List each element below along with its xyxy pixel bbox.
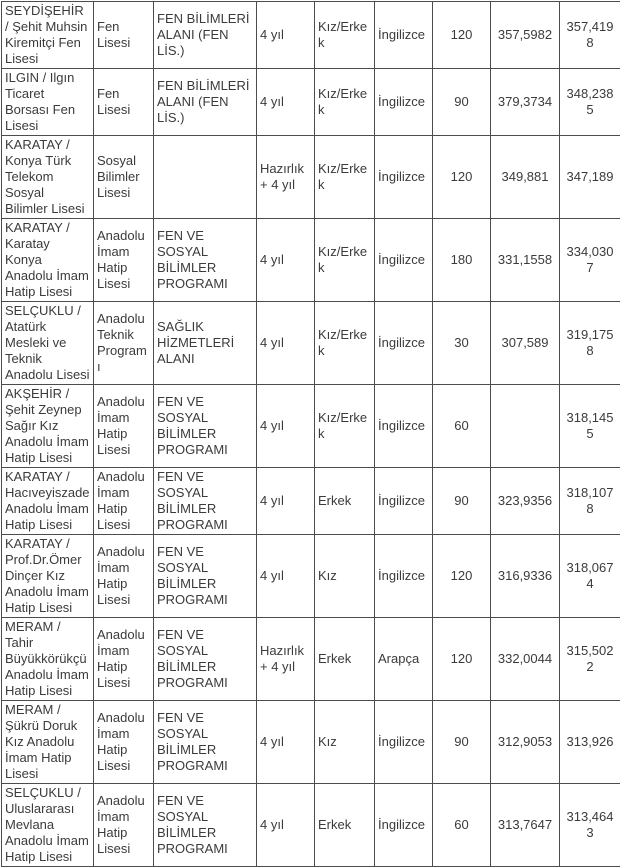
cell-gender: Kız/Erkek	[315, 136, 375, 219]
table-row	[2, 701, 620, 784]
cell-gender: Kız	[315, 701, 375, 784]
cell-duration: 4 yıl	[257, 69, 315, 136]
cell-quota: 120	[433, 535, 491, 618]
table-row	[2, 784, 620, 867]
cell-program: FEN VE SOSYAL BİLİMLER PROGRAMI	[154, 618, 257, 701]
cell-duration: 4 yıl	[257, 701, 315, 784]
cell-score-2: 318,1455	[560, 385, 620, 468]
cell-school: KARATAY / Karatay Konya Anadolu İmam Hatip Lisesi	[2, 219, 94, 302]
cell-type: Sosyal Bilimler Lisesi	[94, 136, 154, 219]
cell-language: İngilizce	[375, 136, 433, 219]
cell-score-2: 318,1078	[560, 468, 620, 535]
cell-score-2: 357,4198	[560, 2, 620, 69]
cell-school: SELÇUKLU / Atatürk Mesleki ve Teknik Anadolu Lisesi	[2, 302, 94, 385]
cell-program: FEN BİLİMLERİ ALANI (FEN LİS.)	[154, 69, 257, 136]
cell-quota: 120	[433, 618, 491, 701]
table-row	[2, 302, 620, 385]
cell-score-1: 331,1558	[491, 219, 560, 302]
table-row	[2, 385, 620, 468]
cell-program: FEN VE SOSYAL BİLİMLER PROGRAMI	[154, 535, 257, 618]
cell-score-1: 312,9053	[491, 701, 560, 784]
school-placement-results-table	[1, 1, 620, 867]
cell-quota: 120	[433, 136, 491, 219]
cell-score-1: 332,0044	[491, 618, 560, 701]
cell-program	[154, 136, 257, 219]
table-row	[2, 219, 620, 302]
cell-gender: Erkek	[315, 618, 375, 701]
cell-type: Anadolu İmam Hatip Lisesi	[94, 784, 154, 867]
cell-score-2: 315,5022	[560, 618, 620, 701]
cell-type: Anadolu İmam Hatip Lisesi	[94, 468, 154, 535]
cell-language: İngilizce	[375, 302, 433, 385]
cell-type: Anadolu Teknik Programı	[94, 302, 154, 385]
cell-score-1: 323,9356	[491, 468, 560, 535]
cell-duration: Hazırlık + 4 yıl	[257, 136, 315, 219]
cell-language: Arapça	[375, 618, 433, 701]
cell-score-2: 319,1758	[560, 302, 620, 385]
table-row	[2, 468, 620, 535]
cell-quota: 90	[433, 69, 491, 136]
cell-program: FEN VE SOSYAL BİLİMLER PROGRAMI	[154, 385, 257, 468]
cell-program: FEN BİLİMLERİ ALANI (FEN LİS.)	[154, 2, 257, 69]
cell-language: İngilizce	[375, 784, 433, 867]
cell-gender: Kız/Erkek	[315, 219, 375, 302]
cell-gender: Kız/Erkek	[315, 302, 375, 385]
cell-score-2: 313,4643	[560, 784, 620, 867]
cell-type: Anadolu İmam Hatip Lisesi	[94, 219, 154, 302]
table-row	[2, 69, 620, 136]
cell-program: FEN VE SOSYAL BİLİMLER PROGRAMI	[154, 219, 257, 302]
cell-school: AKŞEHİR / Şehit Zeynep Sağır Kız Anadolu İmam Hatip Lisesi	[2, 385, 94, 468]
cell-language: İngilizce	[375, 69, 433, 136]
cell-type: Fen Lisesi	[94, 2, 154, 69]
cell-program: FEN VE SOSYAL BİLİMLER PROGRAMI	[154, 701, 257, 784]
cell-gender: Kız/Erkek	[315, 2, 375, 69]
cell-school: SEYDİŞEHİR / Şehit Muhsin Kiremitçi Fen Lisesi	[2, 2, 94, 69]
cell-score-1: 349,881	[491, 136, 560, 219]
cell-gender: Kız/Erkek	[315, 385, 375, 468]
cell-type: Anadolu İmam Hatip Lisesi	[94, 701, 154, 784]
cell-quota: 90	[433, 468, 491, 535]
cell-language: İngilizce	[375, 385, 433, 468]
cell-duration: 4 yıl	[257, 2, 315, 69]
cell-score-1: 357,5982	[491, 2, 560, 69]
cell-language: İngilizce	[375, 468, 433, 535]
table-row	[2, 136, 620, 219]
cell-duration: 4 yıl	[257, 385, 315, 468]
cell-quota: 30	[433, 302, 491, 385]
cell-language: İngilizce	[375, 219, 433, 302]
cell-school: ILGIN / Ilgın Ticaret Borsası Fen Lisesi	[2, 69, 94, 136]
cell-school: KARATAY / Konya Türk Telekom Sosyal Bilimler Lisesi	[2, 136, 94, 219]
cell-duration: 4 yıl	[257, 302, 315, 385]
cell-program: FEN VE SOSYAL BİLİMLER PROGRAMI	[154, 468, 257, 535]
cell-language: İngilizce	[375, 535, 433, 618]
cell-gender: Erkek	[315, 468, 375, 535]
cell-score-2: 348,2385	[560, 69, 620, 136]
table-row	[2, 2, 620, 69]
cell-language: İngilizce	[375, 2, 433, 69]
cell-school: SELÇUKLU / Uluslararası Mevlana Anadolu İmam Hatip Lisesi	[2, 784, 94, 867]
table-body	[2, 2, 620, 867]
cell-program: FEN VE SOSYAL BİLİMLER PROGRAMI	[154, 784, 257, 867]
cell-score-1	[491, 385, 560, 468]
cell-duration: 4 yıl	[257, 535, 315, 618]
cell-type: Anadolu İmam Hatip Lisesi	[94, 618, 154, 701]
cell-score-2: 313,926	[560, 701, 620, 784]
cell-quota: 180	[433, 219, 491, 302]
cell-duration: Hazırlık + 4 yıl	[257, 618, 315, 701]
cell-quota: 60	[433, 784, 491, 867]
cell-type: Fen Lisesi	[94, 69, 154, 136]
cell-quota: 90	[433, 701, 491, 784]
cell-school: KARATAY / Hacıveyiszade Anadolu İmam Hatip Lisesi	[2, 468, 94, 535]
cell-program: SAĞLIK HİZMETLERİ ALANI	[154, 302, 257, 385]
cell-duration: 4 yıl	[257, 219, 315, 302]
cell-score-2: 318,0674	[560, 535, 620, 618]
cell-gender: Kız/Erkek	[315, 69, 375, 136]
cell-school: MERAM / Şükrü Doruk Kız Anadolu İmam Hatip Lisesi	[2, 701, 94, 784]
table-row	[2, 535, 620, 618]
cell-quota: 120	[433, 2, 491, 69]
cell-quota: 60	[433, 385, 491, 468]
cell-type: Anadolu İmam Hatip Lisesi	[94, 385, 154, 468]
table-row	[2, 618, 620, 701]
cell-gender: Erkek	[315, 784, 375, 867]
cell-score-2: 347,189	[560, 136, 620, 219]
cell-type: Anadolu İmam Hatip Lisesi	[94, 535, 154, 618]
page	[0, 1, 620, 840]
cell-school: KARATAY / Prof.Dr.Ömer Dinçer Kız Anadolu İmam Hatip Lisesi	[2, 535, 94, 618]
cell-duration: 4 yıl	[257, 468, 315, 535]
cell-duration: 4 yıl	[257, 784, 315, 867]
cell-score-1: 313,7647	[491, 784, 560, 867]
cell-score-2: 334,0307	[560, 219, 620, 302]
cell-score-1: 307,589	[491, 302, 560, 385]
cell-school: MERAM / Tahir Büyükkörükçü Anadolu İmam Hatip Lisesi	[2, 618, 94, 701]
cell-language: İngilizce	[375, 701, 433, 784]
cell-score-1: 316,9336	[491, 535, 560, 618]
cell-score-1: 379,3734	[491, 69, 560, 136]
cell-gender: Kız	[315, 535, 375, 618]
